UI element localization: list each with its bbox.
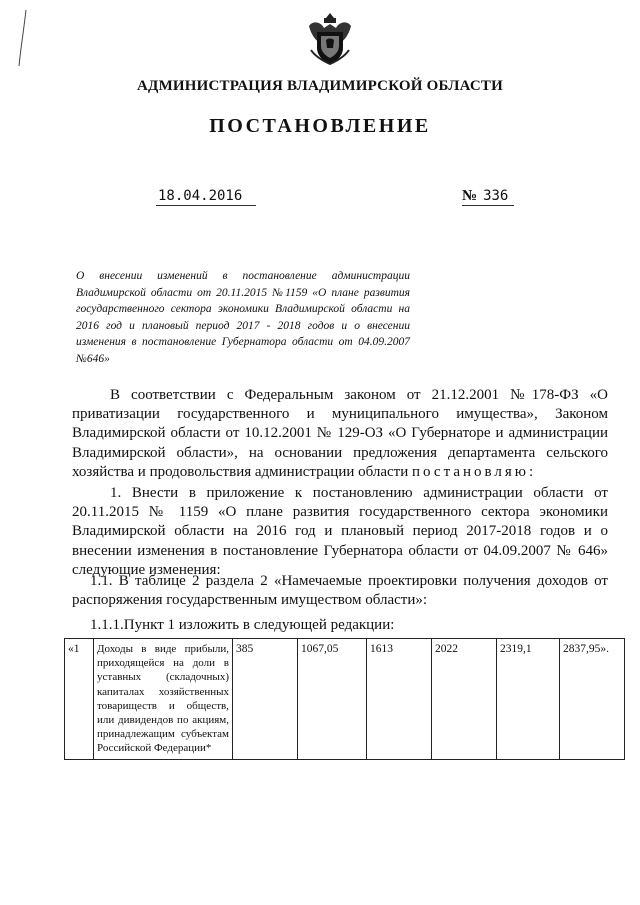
value-cell: 385 (233, 639, 298, 760)
document-type-title: ПОСТАНОВЛЕНИЕ (209, 115, 431, 137)
document-subject: О внесении изменений в постановление администрации Владимирской области от 20.11.2015 №1159 «О плане развития государственного сектора экономики Владимирской области на 2016 год и плановый период 2017 - 2018 годов и о внесении изменения в постановление Губернатора области от 04.09.2007 №646» (76, 270, 410, 365)
number-label: № (462, 188, 478, 204)
row-name-cell: Доходы в виде прибыли, приходящейся на доли в уставных (складочных) капиталах хозяйственных товариществ и обществ, или дивидендов по акциям, принадлежащим субъектам Российской Федерации* (94, 639, 233, 760)
preamble-paragraph (72, 386, 608, 482)
value-cell: 2837,95». (560, 639, 625, 760)
coat-of-arms-icon (305, 10, 355, 68)
item-1-paragraph: 1. Внести в приложение к постановлению администрации области от 20.11.2015 № 1159 «О плане развития государственного сектора экономики Владимирской области на 2016 год и плановый период 2017-2018 годов и о внесении изменения в постановление Губернатора области от 04.09.2007 № 646» следующие изменения: (72, 485, 608, 578)
row-index-cell: «1 (65, 639, 94, 760)
resolve-word: постановляю: (412, 463, 537, 480)
pen-stroke-mark (18, 8, 28, 68)
number-value: 336 (483, 188, 509, 204)
item-1-1-1-paragraph: 1.1.1.Пункт 1 изложить в следующей редакции: (90, 617, 395, 633)
value-cell: 1067,05 (298, 639, 367, 760)
document-date: 18.04.2016 (156, 188, 256, 206)
organization-title: АДМИНИСТРАЦИЯ ВЛАДИМИРСКОЙ ОБЛАСТИ (137, 78, 503, 94)
document-number (462, 188, 514, 206)
preamble-text: В соответствии с Федеральным законом от 21.12.2001 №178-ФЗ «О приватизации государственного и муниципального имущества», Законом Владимирской области от 10.12.2001 № 129-ОЗ «О Губернаторе и администрации Владимирской области», на основании предложения департамента сельского хозяйства и продовольствия администрации области (72, 387, 608, 480)
value-cell: 2319,1 (497, 639, 560, 760)
item-1-1-paragraph: 1.1. В таблице 2 раздела 2 «Намечаемые проектировки получения доходов от распоряжения государственным имуществом области»: (72, 573, 608, 609)
value-cell: 1613 (367, 639, 432, 760)
table-row (65, 639, 625, 760)
amendment-table (64, 638, 625, 760)
value-cell: 2022 (432, 639, 497, 760)
